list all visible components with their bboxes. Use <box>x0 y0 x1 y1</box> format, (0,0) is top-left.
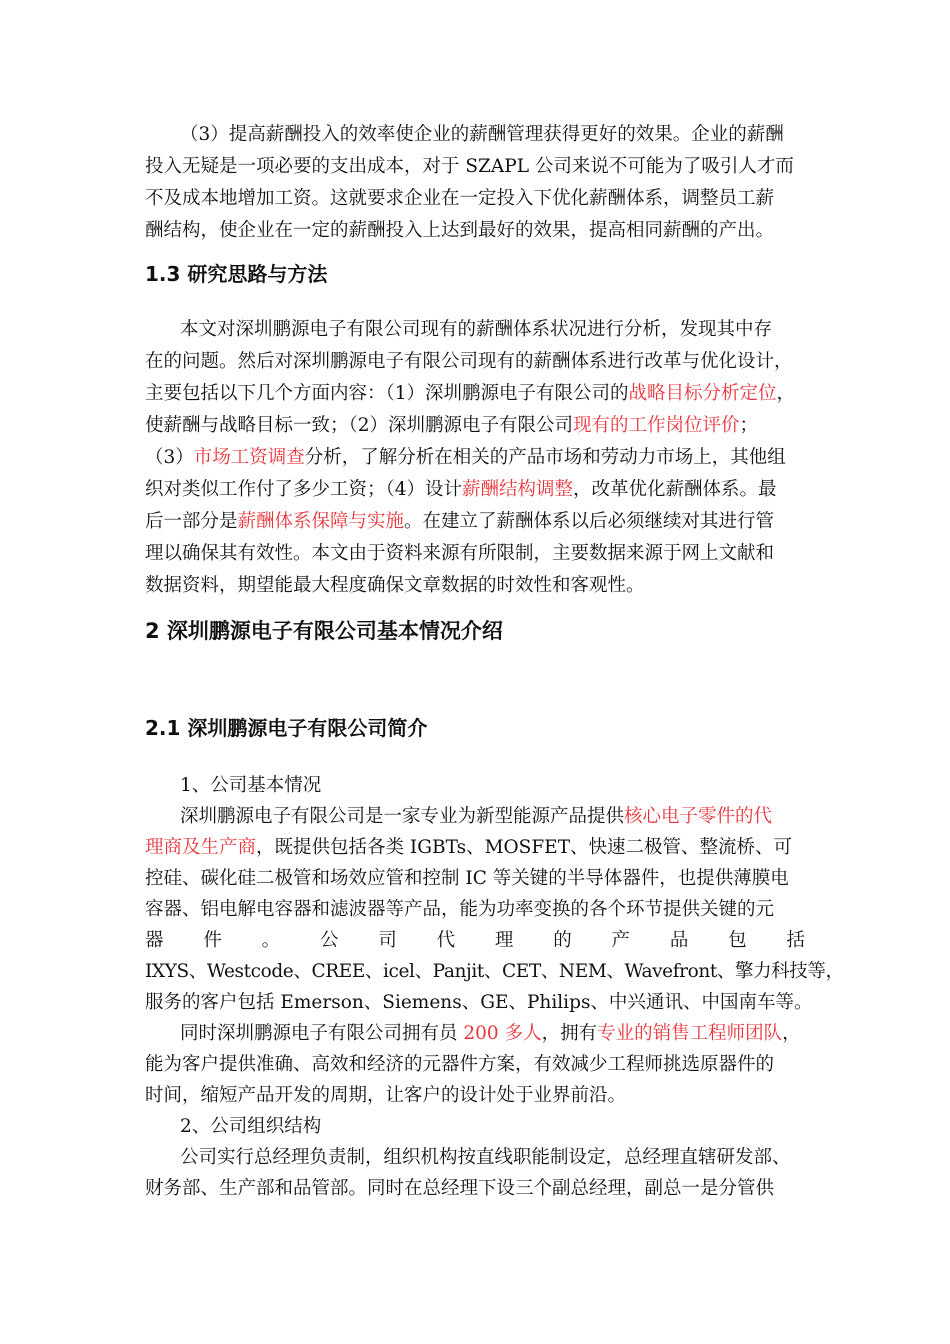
justified-line <box>145 929 805 953</box>
text-run: 主要包括以下几个方面内容：（1）深圳鹏源电子有限公司的 <box>145 383 629 404</box>
text-run: 分析，了解分析在相关的产品市场和劳动力市场上，其他组 <box>304 447 786 468</box>
paragraph-line: 本文对深圳鹏源电子有限公司现有的薪酬体系状况进行分析，发现其中存 <box>180 319 773 340</box>
char: 理 <box>494 930 514 951</box>
char: 公 <box>319 930 339 951</box>
highlighted-text: 市场工资调查 <box>193 447 305 468</box>
text-run: ，既提供包括各类 IGBTs、MOSFET、快速二极管、整流桥、可 <box>256 837 793 858</box>
text-run: 织对类似工作付了多少工资；（4）设计 <box>145 479 463 500</box>
text-run: （3） <box>145 447 194 468</box>
section-heading-1-3: 1.3 研究思路与方法 <box>145 262 328 286</box>
highlighted-text: 薪酬体系保障与实施 <box>237 511 405 532</box>
paragraph-line <box>145 414 805 438</box>
paragraph-line: 酬结构，使企业在一定的薪酬投入上达到最好的效果，提高相同薪酬的产出。 <box>145 220 775 241</box>
text-run: 同时深圳鹏源电子有限公司拥有员 <box>180 1023 464 1044</box>
paragraph-line: 投入无疑是一项必要的支出成本，对于 SZAPL 公司来说不可能为了吸引人才而 <box>145 156 794 177</box>
char: 器 <box>145 930 164 951</box>
paragraph-line <box>145 836 805 860</box>
paragraph-line: （3）提高薪酬投入的效率使企业的薪酬管理获得更好的效果。企业的薪酬 <box>180 124 784 145</box>
char: 包 <box>728 930 747 951</box>
paragraph-line <box>145 446 805 470</box>
paragraph-line: IXYS、Westcode、CREE、icel、Panjit、CET、NEM、Wavefront、擎力科技等， <box>145 961 844 982</box>
text-run: ，改革优化薪酬体系。最 <box>573 479 777 500</box>
highlighted-text: 专业的销售工程师团队 <box>597 1023 783 1044</box>
text-run: ； <box>739 415 759 436</box>
paragraph-line: 理以确保其有效性。本文由于资料来源有所限制，主要数据来源于网上文献和 <box>145 543 775 564</box>
char: 件 <box>203 930 222 951</box>
char: 括 <box>786 930 805 951</box>
highlighted-text: 薪酬结构调整 <box>462 479 574 500</box>
text-run: 深圳鹏源电子有限公司是一家专业为新型能源产品提供 <box>180 806 625 827</box>
section-heading-2-1: 2.1 深圳鹏源电子有限公司简介 <box>145 716 428 740</box>
paragraph-line: 公司实行总经理负责制，组织机构按直线职能制设定，总经理直辖研发部、 <box>180 1147 791 1168</box>
char: 的 <box>553 930 572 951</box>
char: 代 <box>436 930 456 951</box>
paragraph-line: 财务部、生产部和品管部。同时在总经理下设三个副总经理，副总一是分管供 <box>145 1178 775 1199</box>
text-run: 后一部分是 <box>145 511 238 532</box>
paragraph-line: 时间，缩短产品开发的周期，让客户的设计处于业界前沿。 <box>145 1085 627 1106</box>
paragraph-line: 服务的客户包括 Emerson、Siemens、GE、Philips、中兴通讯、中国南车等。 <box>145 992 813 1013</box>
char: 产 <box>611 930 631 951</box>
highlighted-text: 战略目标分析定位 <box>628 383 777 404</box>
highlighted-text: 现有的工作岗位评价 <box>573 415 740 436</box>
char: 品 <box>669 930 689 951</box>
text-run: ， <box>782 1023 801 1044</box>
paragraph-line: 不及成本地增加工资。这就要求企业在一定投入下优化薪酬体系，调整员工薪 <box>145 188 775 209</box>
paragraph-line <box>180 805 805 829</box>
subsection-title: 1、公司基本情况 <box>180 775 322 796</box>
text-run: 。在建立了薪酬体系以后必须继续对其进行管 <box>404 511 775 532</box>
text-run: ，拥有 <box>541 1023 598 1044</box>
paragraph-line: 在的问题。然后对深圳鹏源电子有限公司现有的薪酬体系进行改革与优化设计， <box>145 351 793 372</box>
paragraph-line <box>180 1022 805 1046</box>
paragraph-line <box>145 510 805 534</box>
paragraph-line: 控硅、碳化硅二极管和场效应管和控制 IC 等关键的半导体器件，也提供薄膜电 <box>145 868 789 889</box>
char: 。 <box>261 930 281 951</box>
text-run: 使薪酬与战略目标一致；（2）深圳鹏源电子有限公司 <box>145 415 574 436</box>
paragraph-line: 数据资料，期望能最大程度确保文章数据的时效性和客观性。 <box>145 575 645 596</box>
text-run: ， <box>776 383 796 404</box>
paragraph-line: 容器、铝电解电容器和滤波器等产品，能为功率变换的各个环节提供关键的元 <box>145 899 775 920</box>
paragraph-line <box>145 382 805 406</box>
subsection-title: 2、公司组织结构 <box>180 1116 322 1137</box>
paragraph-line <box>145 478 805 502</box>
chapter-heading-2: 2 深圳鹏源电子有限公司基本情况介绍 <box>145 619 503 643</box>
highlighted-text: 核心电子零件的代 <box>624 806 773 827</box>
paragraph-line: 能为客户提供准确、高效和经济的元器件方案，有效减少工程师挑选原器件的 <box>145 1054 775 1075</box>
highlighted-text: 200 多人 <box>463 1023 542 1044</box>
highlighted-text: 理商及生产商 <box>145 837 257 858</box>
char: 司 <box>378 930 397 951</box>
